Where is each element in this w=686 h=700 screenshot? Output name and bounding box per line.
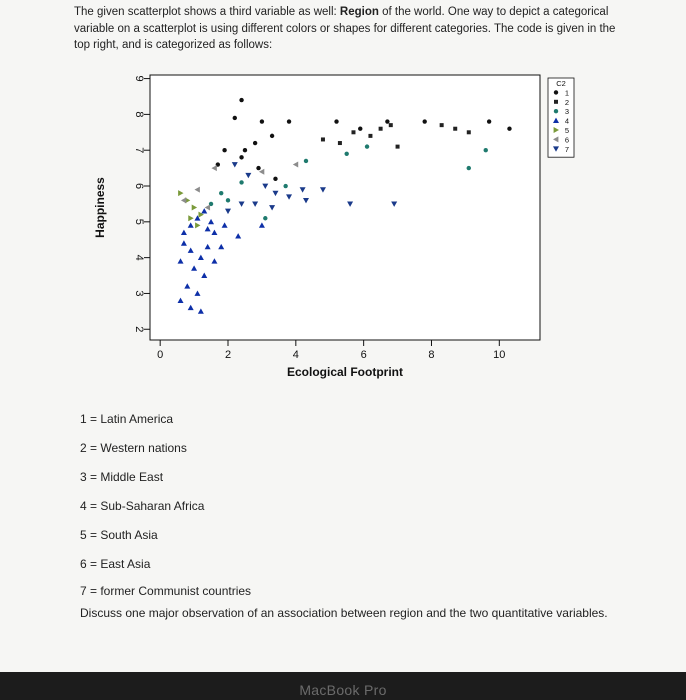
x-tick-label: 6: [360, 349, 367, 361]
key-item-2: 2 = Western nations: [80, 441, 187, 455]
x-tick-label: 2: [224, 349, 232, 361]
data-point-region-2: [467, 130, 471, 134]
x-tick-label: 8: [428, 349, 435, 361]
y-tick-label: 2: [133, 326, 145, 333]
legend-label-region-5: 5: [564, 126, 570, 135]
data-point-region-1: [358, 127, 362, 131]
x-tick-label: 10: [493, 349, 506, 361]
y-axis-title: Happiness: [93, 177, 107, 238]
data-point-region-1: [239, 98, 243, 102]
data-point-region-3: [283, 184, 287, 188]
data-point-region-1: [256, 166, 260, 170]
data-point-region-1: [334, 119, 338, 123]
data-point-region-1: [270, 134, 274, 138]
key-item-5: 5 = South Asia: [80, 528, 158, 542]
y-tick-label: 6: [133, 182, 145, 190]
data-point-region-3: [263, 216, 267, 220]
data-point-region-1: [239, 155, 243, 159]
x-tick-label: 0: [157, 349, 164, 361]
data-point-region-1: [273, 177, 277, 181]
data-point-region-2: [368, 134, 372, 138]
legend-marker-region-3: [554, 109, 558, 113]
intro-text-end: of the world. One way to depict a categorical variable on a scatterplot is using different colors or shapes for different categories. The code is given in the top right, and is categorized as follows:: [74, 6, 616, 51]
key-item-6: 6 = East Asia: [80, 557, 151, 571]
intro-bold-region: Region: [339, 6, 379, 18]
intro-text-start: The given scatterplot shows a third variable as well:: [74, 6, 340, 18]
legend-label-region-7: 7: [564, 144, 570, 154]
key-item-1: 1 = Latin America: [80, 412, 174, 426]
data-point-region-1: [487, 119, 491, 123]
y-tick-label: 7: [133, 147, 145, 154]
data-point-region-2: [440, 123, 444, 127]
data-point-region-1: [233, 116, 237, 120]
data-point-region-3: [484, 148, 488, 152]
data-point-region-3: [365, 144, 369, 148]
legend-title: C2: [556, 79, 566, 88]
legend-label-region-2: 2: [564, 97, 570, 107]
data-point-region-2: [396, 145, 400, 149]
data-point-region-1: [243, 148, 247, 152]
y-tick-label: 3: [133, 290, 145, 297]
laptop-brand-label: MacBook Pro: [299, 682, 387, 698]
data-point-region-2: [453, 127, 457, 131]
data-point-region-3: [239, 180, 243, 184]
legend-box: [548, 78, 574, 157]
data-point-region-3: [219, 191, 223, 195]
data-point-region-3: [467, 166, 471, 170]
legend-label-region-1: 1: [564, 88, 570, 98]
discussion-question: Discuss one major observation of an association between region and the two quantitative variables.: [80, 606, 608, 620]
x-tick-label: 4: [292, 349, 299, 361]
data-point-region-3: [344, 152, 348, 156]
data-point-region-2: [338, 141, 342, 145]
data-point-region-2: [389, 123, 393, 127]
data-point-region-3: [304, 159, 308, 163]
data-point-region-1: [287, 119, 291, 123]
data-point-region-1: [385, 119, 389, 123]
y-tick-label: 4: [133, 254, 145, 261]
data-point-region-2: [321, 137, 325, 141]
key-item-4: 4 = Sub-Saharan Africa: [80, 499, 205, 513]
scatterplot: [60, 60, 620, 405]
data-point-region-2: [351, 130, 355, 134]
key-item-7: 7 = former Communist countries: [80, 584, 252, 598]
legend-label-region-4: 4: [564, 116, 570, 126]
x-axis-title: Ecological Footprint: [287, 365, 403, 379]
data-point-region-3: [226, 198, 230, 202]
y-tick-label: 9: [133, 75, 145, 82]
scatterplot-svg: [60, 60, 620, 405]
data-point-region-1: [507, 127, 511, 131]
data-point-region-1: [422, 119, 426, 123]
legend-marker-region-1: [554, 90, 558, 94]
data-point-region-1: [253, 141, 257, 145]
data-point-region-1: [222, 148, 226, 152]
y-tick-label: 8: [133, 111, 145, 118]
legend-label-region-3: 3: [564, 107, 570, 117]
key-item-3: 3 = Middle East: [80, 470, 164, 484]
legend-marker-region-2: [554, 100, 558, 104]
intro-paragraph: [74, 4, 634, 54]
data-point-region-1: [260, 119, 264, 123]
y-tick-label: 5: [133, 218, 145, 225]
legend-label-region-6: 6: [564, 135, 570, 145]
data-point-region-2: [379, 127, 383, 131]
